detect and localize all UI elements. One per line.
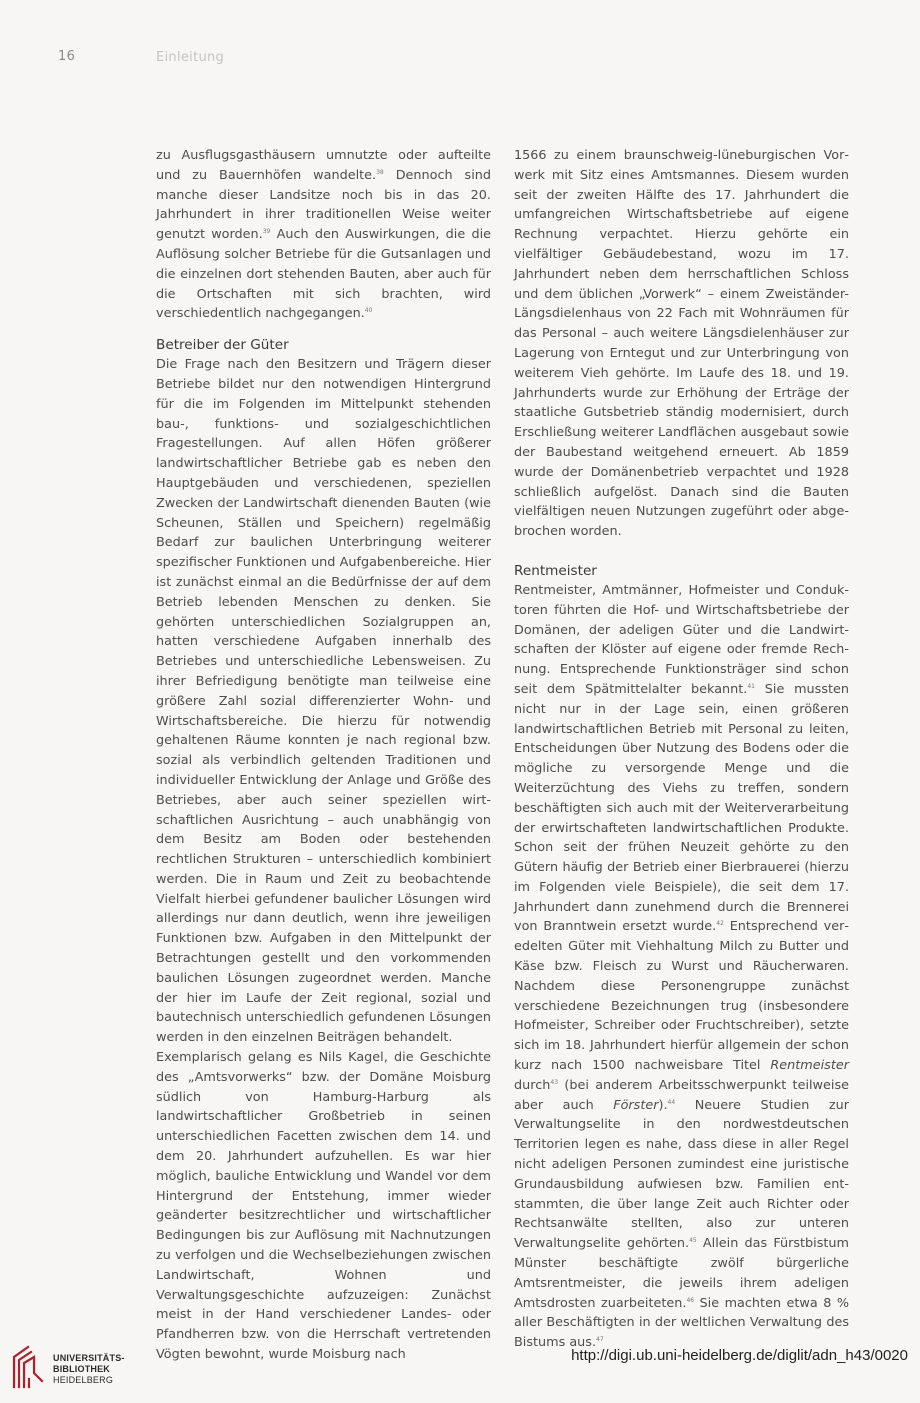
paragraph <box>156 355 491 1048</box>
text-run: 1566 zu einem braunschweig-lüneburgischen Vorwerk mit Sitz eines Amtsmannes. Diesem wurden seit der zweiten Hälfte des 17. Jahrhundert die umfangreichen Wirtschaftsbetriebe auf eigene Rechnung verpachtet. Hierzu gehörte ein vielfältiger Gebäudebestand, wozu im 17. Jahrhundert neben dem herrschaftlichen Schloss und dem üblichen „Vorwerk“ – einem Zweiständer-Längsdielenhaus von 22 Fach mit Wohnräumen für das Personal – auch weitere Längsdielenhäuser zur Lagerung von Erntegut und zur Unterbringung von weiterem Vieh gehörte. Im Laufe des 18. und 19. Jahrhunderts wurde zur Erhöhung der Erträge der staatliche Gutsbetrieb ständig modernisiert, durch Erschließung weiterer Landflächen ausgebaut sowie der Baubestand weitgehend erneuert. Ab 1859 wurde der Domänenbetrieb verpachtet und 1928 schließlich aufgelöst. Danach sind die Bauten vielfältigen neuen Nutzungen zugeführt oder abgebrochen worden. <box>514 148 849 540</box>
library-line-3: HEIDELBERG <box>53 1375 114 1385</box>
text-run: Sie machten etwa 8 % aller Beschäftigten in der weltlichen Verwaltung des Bistums aus. <box>514 1295 849 1351</box>
footnote-marker: 41 <box>747 682 755 690</box>
text-run: zu Ausflugsgasthäusern umnutzte oder aufteilte und zu Bauernhöfen wandelte. <box>156 148 491 183</box>
footnote-marker: 40 <box>364 307 373 315</box>
text-run: Allein das Fürstbistum Münster beschäftigte zwölf bürgerliche Amtsrentmeister, die jeweils ihrem adeligen Amtsdrosten zuarbeiteten. <box>514 1236 849 1311</box>
footnote-marker: 43 <box>550 1078 559 1086</box>
text-run: Rentmeister, Amtmänner, Hofmeister und Conduktoren führten die Hof- und Wirtschaftsbetriebe der Domänen, der adeligen Güter und die Landwirtschaften der Klöster auf eigene oder fremde Rechnung. Entsprechende Funktionsträger sind schon seit dem Spätmittelalter bekannt. <box>514 582 849 697</box>
text-run: Sie mussten nicht nur in der Lage sein, einen größeren landwirtschaftlichen Betrieb mit Personal zu leiten, Entscheidungen über Nutzung des Bodens oder die mögliche zu versorgende Menge und die Weiterzüchtung des Viehs zu treffen, sondern beschäftigten sich auch mit der Weiterverarbeitung der erwirtschafteten landwirtschaftlichen Produkte. Schon seit der frühen Neuzeit gehörte zu den Gütern häufig der Betrieb einer Bierbrauerei (hierzu im Folgenden viele Beispiele), die seit dem 17. Jahrhundert dann zunehmend durch die Brennerei von Branntwein ersetzt wurde. <box>514 681 849 935</box>
text-run: Exemplarisch gelang es Nils Kagel, die Geschichte des „Amtsvorwerks“ bzw. der Domäne Moisburg südlich von Hamburg-Harburg als landwirtschaftlicher Großbetrieb in seinen unterschiedlichen Facetten zwischen dem 14. und dem 20. Jahrhundert aufzuhellen. Es war hier möglich, bauliche Entwicklung und Wandel vor dem Hintergrund der Entstehung, immer wieder geänderter besitzrechtlicher und wirtschaftlicher Bedingungen bis zur Auflösung mit Nachnutzungen zu verfolgen und die Wechselbeziehungen zwischen Landwirtschaft, Wohnen und Verwaltungsgeschichte aufzuzeigen: Zunächst meist in der Hand verschiedener Landes- oder Pfandherren bzw. von die Herrschaft vertretenden Vögten bewohnt, wurde Moisburg nach <box>156 1050 491 1363</box>
page-number: 16 <box>58 49 76 64</box>
footnote-marker: 42 <box>716 920 724 928</box>
running-title: Einleitung <box>156 50 225 65</box>
text-run: Auch den Auswirkungen, die die Auflösung solcher Betriebe für die Gutsanlagen und die einzelnen dort stehenden Bauten, aber auch für die Ortschaften mit sich brachten, wird verschiedentlich nachgegangen. <box>156 227 491 322</box>
paragraph <box>156 1048 491 1365</box>
left-column <box>156 146 491 1365</box>
section-heading-rentmeister: Rentmeister <box>514 562 597 579</box>
text-run: Die Frage nach den Besitzern und Trägern dieser Betriebe bildet nur den notwendigen Hintergrund für die im Folgenden im Mittelpunkt stehenden bau-, funktions- und sozialgeschichtlichen Fragestellungen. Auf allen Höfen größerer landwirtschaftlicher Betriebe gab es neben den Hauptgebäuden und verschiedenen, speziellen Zwecken der Landwirtschaft dienenden Bauten (wie Scheunen, Ställen und Speichern) regelmäßig Bedarf zur baulichen Unterbringung weiterer spezifischer Funktionen und Aufgabenbereiche. Hier ist zunächst einmal an die Bedürfnisse der auf dem Betrieb lebenden Menschen zu denken. Sie gehörten unterschiedlichen Sozialgruppen an, hatten verschiedene Aufgaben innerhalb des Betriebes und unterschiedliche Lebensweisen. Zu ihrer Befriedigung benötigte man teilweise eine größere Zahl sozial differenzierter Wohn- und Wirtschaftsbereiche. Die hierzu für notwendig gehaltenen Räume konnten je nach regional bzw. sozial als verbindlich geltenden Traditionen und individueller Entwicklung der Anlage und Größe des Betriebes, aber auch seiner speziellen wirtschaftlichen Ausrichtung – auch unabhängig von dem Besitz am Boden oder bestehenden rechtlichen Strukturen – unterschiedlich kombiniert werden. Die in Raum und Zeit zu beobachtende Vielfalt hierbei gefundener baulicher Lösungen wird allerdings nur dann deutlich, wenn ihre jeweiligen Funktionen bzw. Aufgaben in den Mittelpunkt der Betrachtungen gestellt und den vorkommenden baulichen Lösungen zugeordnet werden. Manche der hier im Laufe der Zeit regional, sozial und bautechnisch unterschiedlich gefundenen Lösungen werden in den einzelnen Beiträgen behandelt. <box>156 357 491 1046</box>
text-run: Neuere Studien zur Verwaltungselite in den nordwestdeutschen Territorien legen es nahe, dass diese in aller Regel nicht adeligen Personen zumindest eine juristische Grundausbildung aufwiesen bzw. Familien entstammten, die über lange Zeit auch Richter oder Rechtsanwälte stellten, also zur unteren Verwaltungselite gehörten. <box>514 1097 849 1252</box>
ub-heidelberg-logo-icon <box>10 1343 46 1391</box>
section-heading-betreiber: Betreiber der Güter <box>156 337 289 354</box>
paragraph <box>514 581 849 1353</box>
text-run: Entsprechend veredelten Güter mit Viehhaltung Milch zu Butter und Käse bzw. Fleisch zu Wurst und Räucherwaren. Nachdem diese Personengruppe zunächst verschiedene Bezeichnungen trug (insbesondere Hofmeister, Schreiber oder Fruchtschreiber), setzte sich im 18. Jahrhundert hierfür allgemein der schon kurz nach 1500 nachweisbare Titel <box>514 919 849 1074</box>
footnote-marker: 46 <box>686 1296 695 1304</box>
paragraph <box>514 146 849 542</box>
footnote-marker: 38 <box>376 168 384 176</box>
footnote-marker: 47 <box>596 1336 604 1344</box>
paragraph <box>156 146 491 324</box>
library-name <box>53 1353 125 1386</box>
italic-term: Förster <box>613 1097 659 1113</box>
text-run: ). <box>658 1097 668 1113</box>
footnote-marker: 44 <box>667 1098 676 1106</box>
footnote-marker: 45 <box>689 1237 697 1245</box>
library-line-2: BIBLIOTHEK <box>53 1364 110 1374</box>
text-run: (bei anderem Arbeitsschwerpunkt teilweise aber auch <box>514 1077 849 1113</box>
library-line-1: UNIVERSITÄTS- <box>53 1353 125 1363</box>
italic-term: Rentmeister <box>770 1058 849 1074</box>
text-run: Dennoch sind manche dieser Landsitze noch bis in das 20. Jahrhundert in ihrer traditionellen Weise weiter genutzt worden. <box>156 167 492 243</box>
right-column <box>514 146 849 1353</box>
text-run: durch <box>514 1077 551 1093</box>
footnote-marker: 39 <box>262 228 271 236</box>
source-url-link[interactable]: http://digi.ub.uni-heidelberg.de/diglit/adn_h43/0020 <box>571 1347 908 1364</box>
